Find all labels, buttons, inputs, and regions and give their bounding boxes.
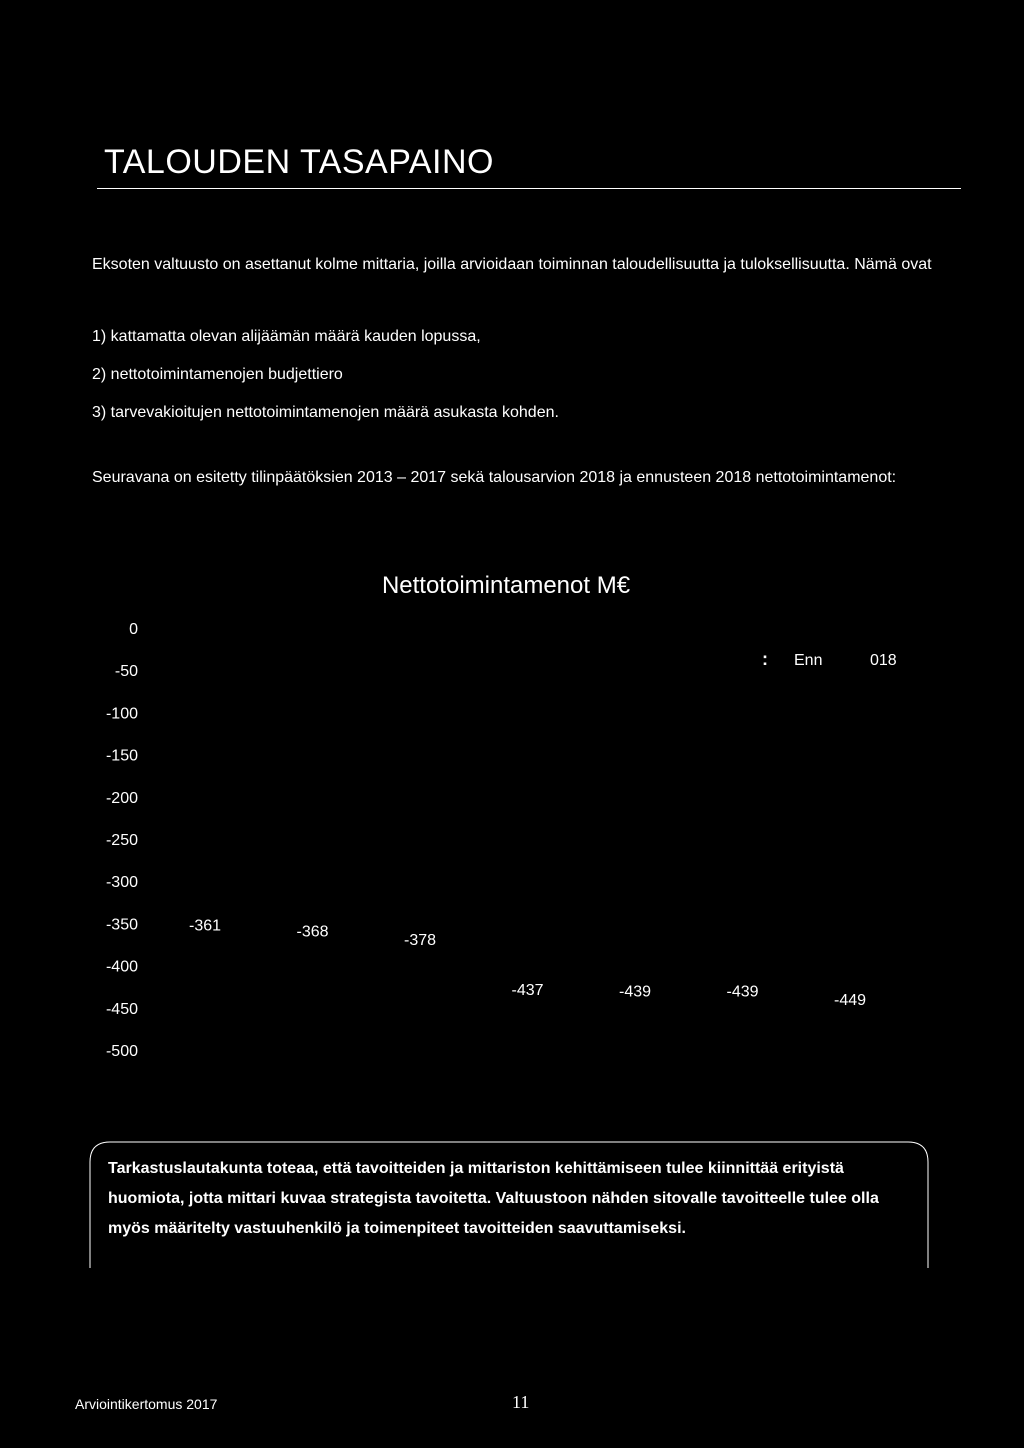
data-label: -439 <box>618 983 652 1001</box>
chart-title: Nettotoimintamenot M€ <box>381 572 631 599</box>
data-label: -439 <box>726 983 759 1001</box>
metric-item-1: 1) kattamatta olevan alijäämän määrä kauden lopussa, <box>92 328 481 345</box>
legend-marker: : <box>762 649 768 669</box>
y-tick-label: 0 <box>129 621 138 638</box>
data-label: -449 <box>833 991 867 1009</box>
metric-item-2: 2) nettotoimintamenojen budjettiero <box>92 366 343 383</box>
y-tick-label: -500 <box>105 1043 138 1060</box>
y-tick-label: -50 <box>114 663 138 681</box>
y-tick-label: -150 <box>105 747 138 765</box>
page-heading: TALOUDEN TASAPAINO <box>104 143 495 181</box>
audit-committee-callout <box>88 1140 930 1268</box>
y-tick-label: -200 <box>105 789 138 807</box>
data-labels <box>189 918 866 1009</box>
y-axis <box>106 621 138 1060</box>
data-label: -437 <box>511 981 544 999</box>
data-label: -378 <box>403 932 437 950</box>
legend-label: 018 <box>870 652 897 669</box>
metric-list <box>92 322 932 436</box>
y-tick-label: -400 <box>105 958 138 976</box>
legend <box>762 649 897 669</box>
y-tick-label: -250 <box>105 832 138 849</box>
intro-paragraph: Eksoten valtuusto on asettanut kolme mittaria, joilla arvioidaan toiminnan taloudellisuutta ja tuloksellisuutta. Nämä ovat <box>92 256 932 273</box>
metric-item-3: 3) tarvevakioitujen nettotoimintamenojen määrä asukasta kohden. <box>92 404 559 421</box>
footer-report-name: Arviointikertomus 2017 <box>75 1396 218 1412</box>
heading-divider <box>97 188 961 189</box>
data-label: -361 <box>188 917 222 935</box>
callout-text: Tarkastuslautakunta toteaa, että tavoitteiden ja mittariston kehittämiseen tulee kiinnittää erityistä huomiota, jotta mittari kuvaa strategista tavoitetta. Valtuustoon nähden sitovalle tavoitteelle tulee olla myös määritelty vastuuhenkilö ja toimenpiteet tavoitteiden saavuttamiseksi. <box>108 1160 879 1237</box>
y-tick-label: -300 <box>105 874 138 892</box>
y-tick-label: -100 <box>105 705 138 723</box>
y-tick-label: -350 <box>105 916 138 934</box>
page-number: 11 <box>512 1392 530 1412</box>
y-tick-label: -450 <box>105 1000 138 1018</box>
legend-label: Enn <box>794 652 823 669</box>
net-operating-expenses-chart <box>0 560 1024 1080</box>
chart-lead-paragraph: Seuravana on esitetty tilinpäätöksien 2013 – 2017 sekä talousarvion 2018 ja ennusteen 2018 nettotoimintamenot: <box>92 469 897 486</box>
data-label: -368 <box>296 923 329 941</box>
